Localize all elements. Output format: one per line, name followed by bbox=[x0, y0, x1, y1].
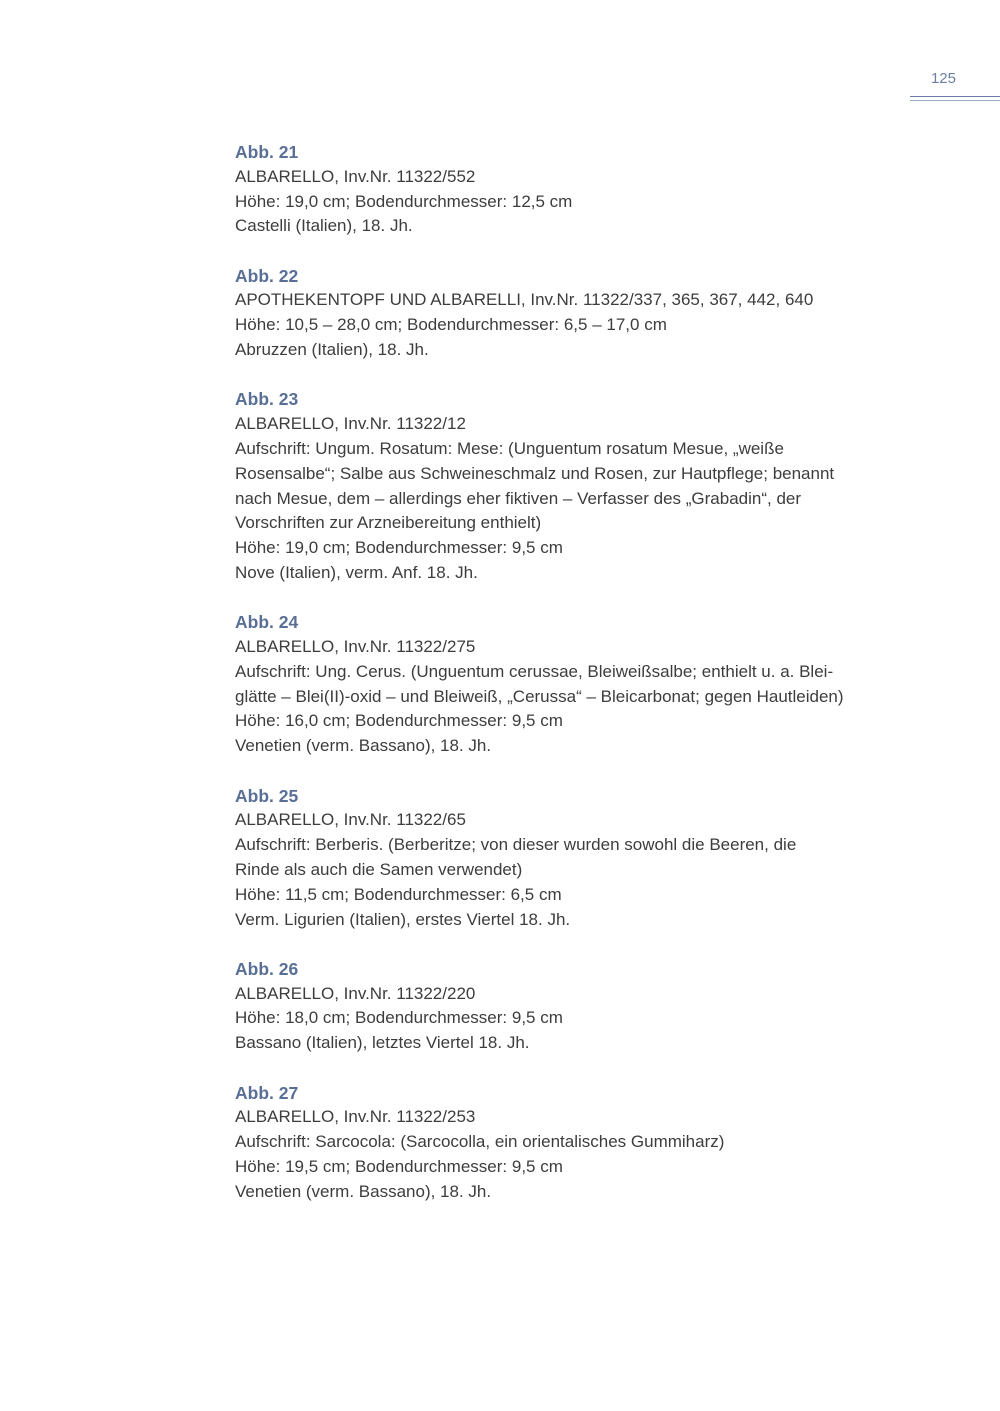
caption-line: nach Mesue, dem – allerdings eher fiktiven – Verfasser des „Grabadin“, der bbox=[235, 488, 802, 508]
caption-line: Aufschrift: Berberis. (Berberitze; von dieser wurden sowohl die Beeren, die bbox=[235, 835, 797, 855]
caption-line: Abruzzen (Italien), 18. Jh. bbox=[235, 340, 429, 360]
header-rule-secondary bbox=[910, 100, 1000, 101]
caption-title: Abb. 22 bbox=[235, 265, 299, 286]
caption-entry bbox=[235, 387, 905, 585]
header-rule bbox=[910, 96, 1000, 97]
caption-line: Höhe: 11,5 cm; Bodendurchmesser: 6,5 cm bbox=[235, 884, 562, 904]
caption-title: Abb. 24 bbox=[235, 612, 299, 633]
caption-line: Rinde als auch die Samen verwendet) bbox=[235, 859, 523, 879]
caption-line: ALBARELLO, Inv.Nr. 11322/253 bbox=[235, 1107, 476, 1127]
caption-line: Vorschriften zur Arzneibereitung enthielt) bbox=[235, 513, 542, 533]
caption-line: Venetien (verm. Bassano), 18. Jh. bbox=[235, 736, 492, 756]
caption-line: Aufschrift: Ungum. Rosatum: Mese: (Unguentum rosatum Mesue, „weiße bbox=[235, 438, 784, 458]
caption-line: Aufschrift: Sarcocola: (Sarcocolla, ein orientalisches Gummiharz) bbox=[235, 1132, 725, 1152]
caption-line: Höhe: 19,5 cm; Bodendurchmesser: 9,5 cm bbox=[235, 1156, 563, 1176]
caption-line: Venetien (verm. Bassano), 18. Jh. bbox=[235, 1181, 492, 1201]
caption-line: Nove (Italien), verm. Anf. 18. Jh. bbox=[235, 562, 478, 582]
caption-title: Abb. 26 bbox=[235, 958, 299, 979]
caption-entry bbox=[235, 957, 905, 1056]
caption-line: ALBARELLO, Inv.Nr. 11322/220 bbox=[235, 983, 476, 1003]
caption-entry bbox=[235, 140, 905, 239]
caption-entry bbox=[235, 264, 905, 363]
caption-entry bbox=[235, 610, 905, 759]
caption-line: Höhe: 19,0 cm; Bodendurchmesser: 9,5 cm bbox=[235, 538, 563, 558]
caption-line: APOTHEKENTOPF UND ALBARELLI, Inv.Nr. 11322/337, 365, 367, 442, 640 bbox=[235, 290, 814, 310]
caption-entry bbox=[235, 1081, 905, 1205]
captions-list bbox=[235, 140, 905, 1229]
page-number: 125 bbox=[930, 70, 956, 87]
caption-line: Höhe: 19,0 cm; Bodendurchmesser: 12,5 cm bbox=[235, 191, 573, 211]
caption-line: Höhe: 16,0 cm; Bodendurchmesser: 9,5 cm bbox=[235, 711, 563, 731]
caption-line: Höhe: 18,0 cm; Bodendurchmesser: 9,5 cm bbox=[235, 1008, 563, 1028]
caption-entry bbox=[235, 784, 905, 933]
caption-line: ALBARELLO, Inv.Nr. 11322/552 bbox=[235, 166, 476, 186]
caption-line: Rosensalbe“; Salbe aus Schweineschmalz und Rosen, zur Hautpflege; benannt bbox=[235, 463, 835, 483]
caption-title: Abb. 27 bbox=[235, 1082, 299, 1103]
caption-line: ALBARELLO, Inv.Nr. 11322/275 bbox=[235, 637, 476, 657]
caption-line: ALBARELLO, Inv.Nr. 11322/12 bbox=[235, 414, 466, 434]
caption-title: Abb. 21 bbox=[235, 142, 299, 162]
caption-title: Abb. 23 bbox=[235, 389, 299, 410]
caption-line: Verm. Ligurien (Italien), erstes Viertel 18. Jh. bbox=[235, 909, 571, 929]
caption-line: glätte – Blei(II)-oxid – und Bleiweiß, „Cerussa“ – Bleicarbonat; gegen Hautleiden) bbox=[235, 686, 844, 706]
caption-line: ALBARELLO, Inv.Nr. 11322/65 bbox=[235, 810, 466, 830]
caption-line: Castelli (Italien), 18. Jh. bbox=[235, 216, 413, 236]
caption-line: Bassano (Italien), letztes Viertel 18. Jh. bbox=[235, 1033, 530, 1053]
caption-line: Aufschrift: Ung. Cerus. (Unguentum cerussae, Bleiweißsalbe; enthielt u. a. Blei- bbox=[235, 661, 834, 681]
caption-line: Höhe: 10,5 – 28,0 cm; Bodendurchmesser: 6,5 – 17,0 cm bbox=[235, 315, 667, 335]
caption-title: Abb. 25 bbox=[235, 785, 299, 806]
